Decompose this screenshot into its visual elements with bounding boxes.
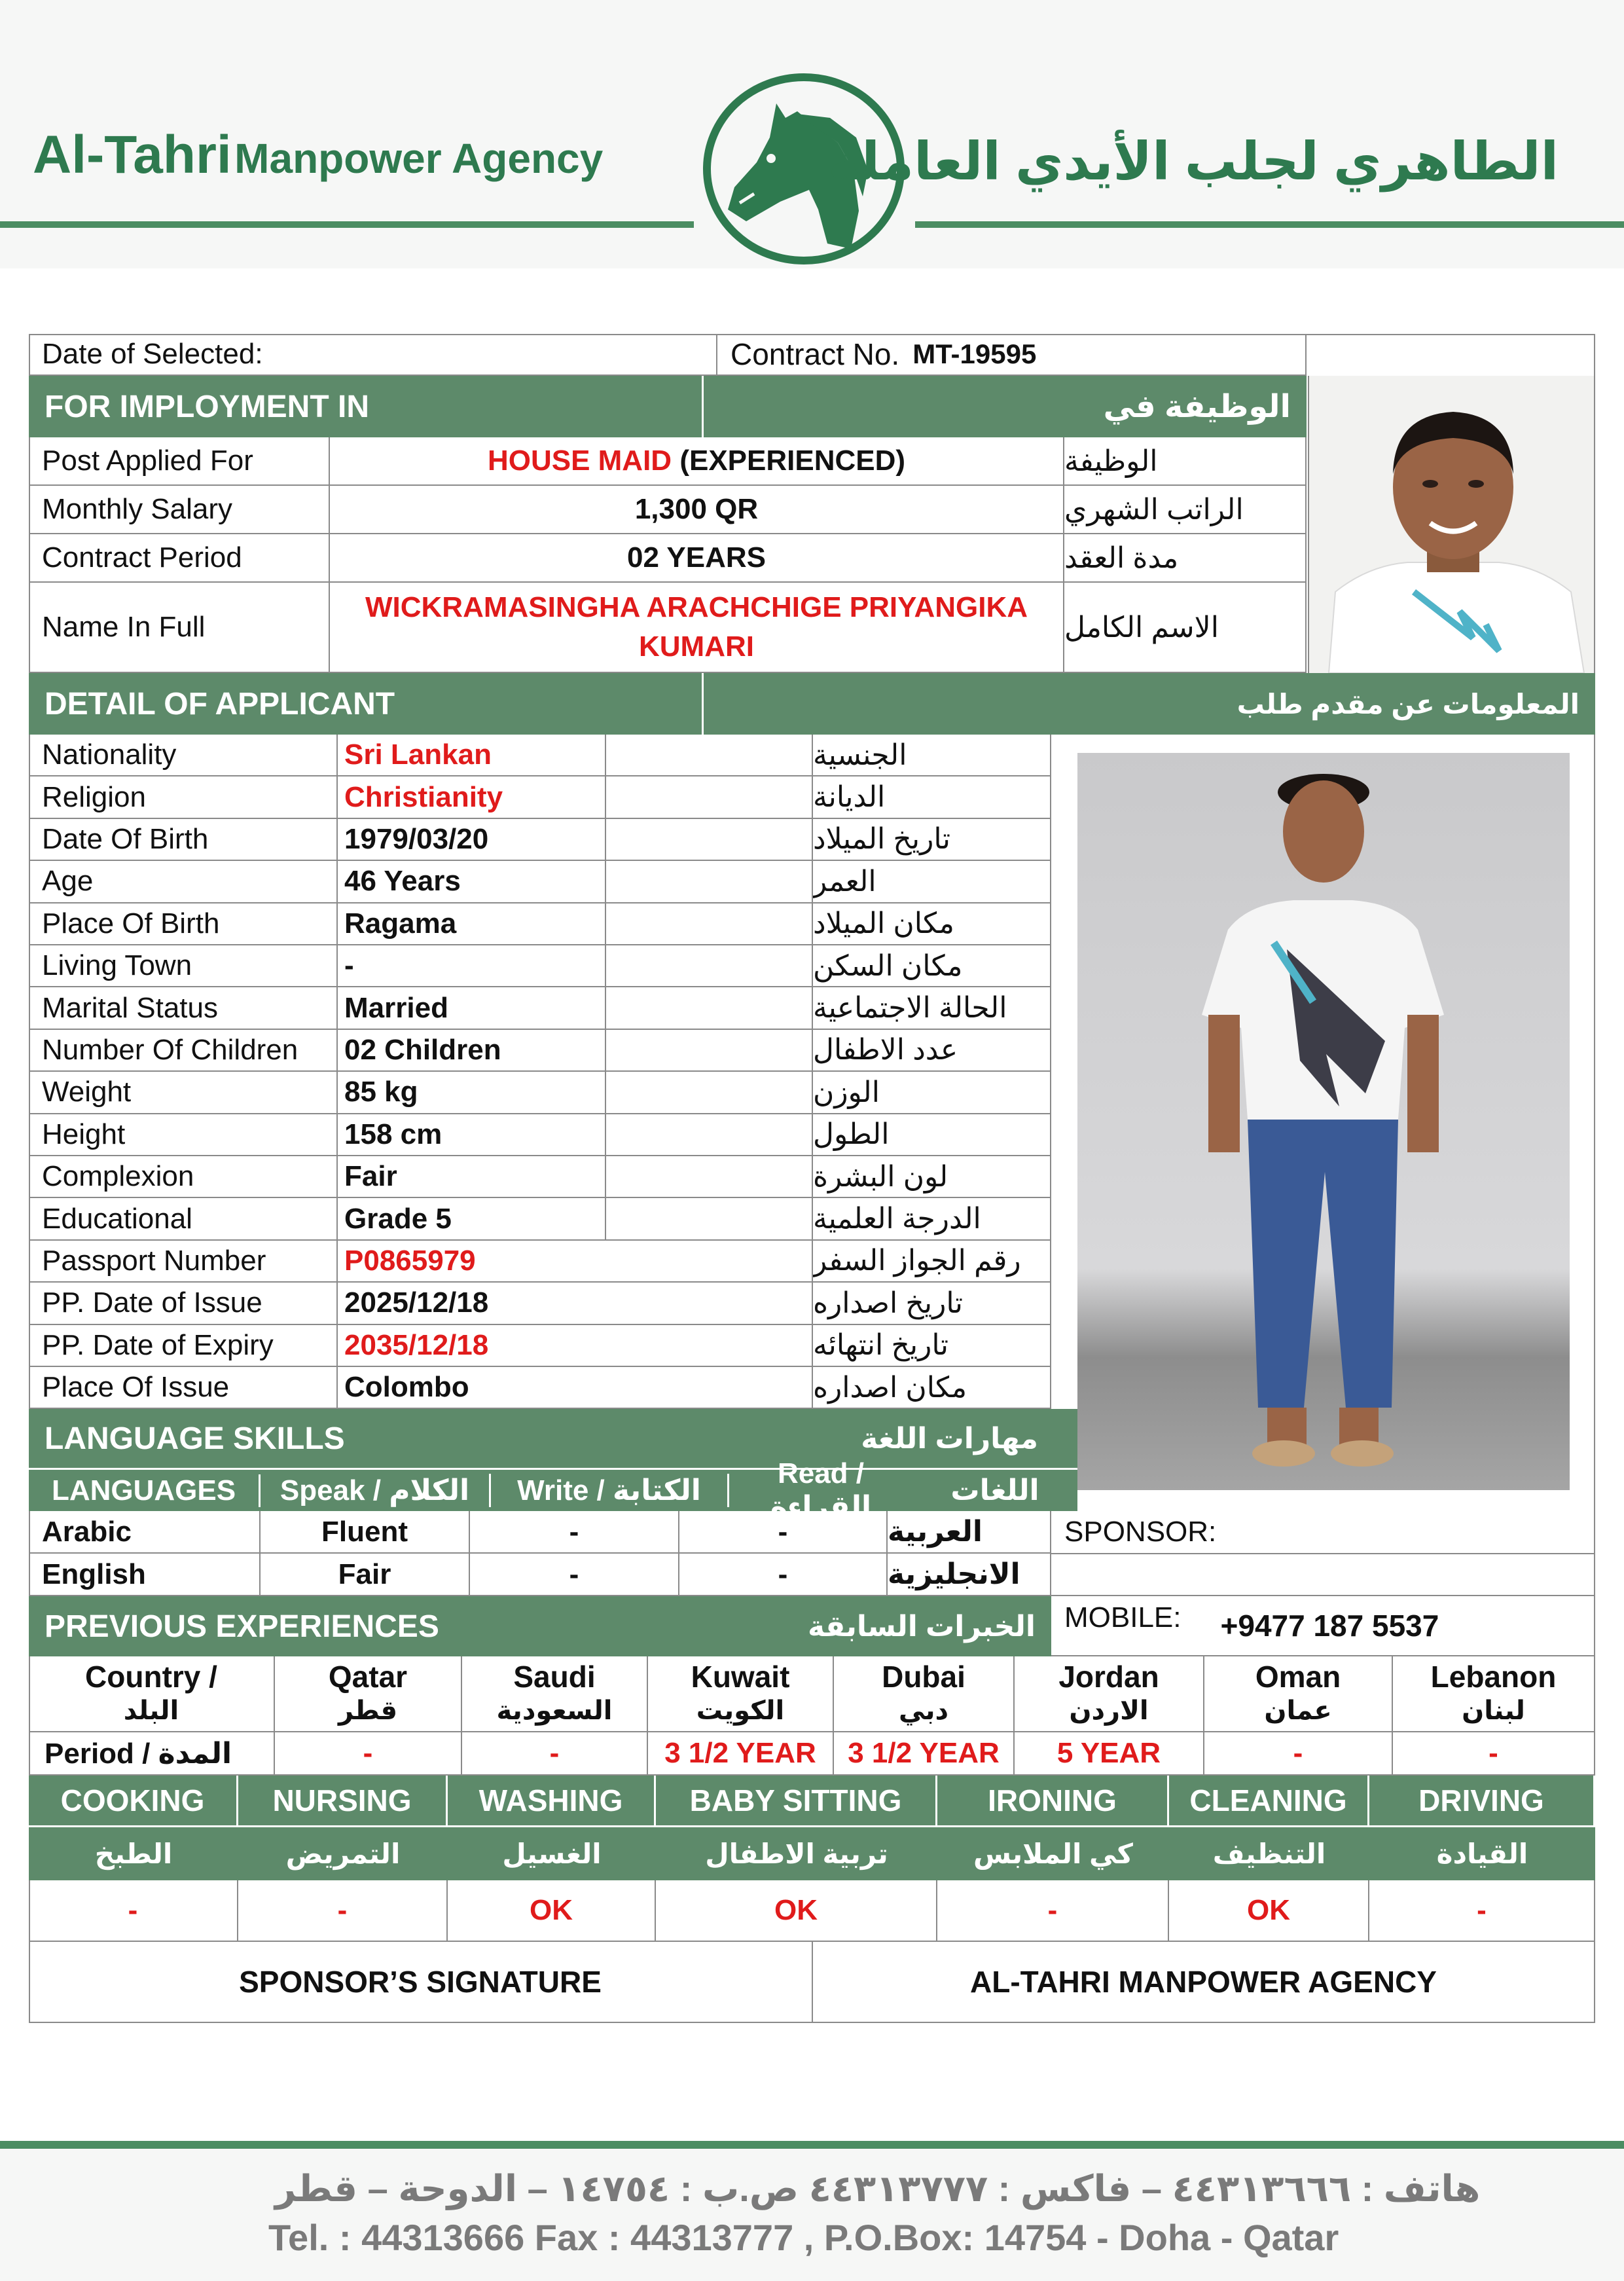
detail-label-age: Age <box>29 861 338 903</box>
footer-contact-arabic: هاتف : ٤٤٣١٣٦٦٦ – فاكس : ٤٤٣١٣٧٧٧ ص.ب : ١٤٧٥٤ – الدوحة – قطر <box>275 2168 1481 2209</box>
experience-country-qatar <box>275 1656 462 1732</box>
sponsor-field <box>1051 1511 1595 1554</box>
applicant-bar-title-en: DETAIL OF APPLICANT <box>45 686 395 721</box>
detail-label-religion: Religion <box>29 776 338 818</box>
skill-value-driving: - <box>1369 1880 1595 1942</box>
experience-country-saudi <box>462 1656 648 1732</box>
post-applied-value-red: HOUSE MAID <box>487 445 672 477</box>
skill-value-washing: OK <box>448 1880 656 1942</box>
language-bar-title-en: LANGUAGE SKILLS <box>45 1421 345 1456</box>
experience-country-dubai <box>834 1656 1015 1732</box>
language-header-arabic: اللغات <box>950 1474 1039 1506</box>
post-applied-value <box>330 437 1064 486</box>
country-name-en: Dubai <box>882 1660 965 1694</box>
detail-label-marital-status: Marital Status <box>29 987 338 1029</box>
employment-bar-title-en: FOR IMPLOYMENT IN <box>45 389 369 424</box>
language-header-row <box>29 1457 1077 1523</box>
experience-period-dubai: 3 1/2 YEAR <box>834 1732 1015 1776</box>
skill-header-ar-baby-sitting: تربية الاطفال <box>656 1825 937 1880</box>
detail-blank-date-of-birth <box>606 819 813 861</box>
post-applied-value-rest: (EXPERIENCED) <box>679 445 906 477</box>
skill-header-baby-sitting: BABY SITTING <box>656 1776 937 1825</box>
contract-period-label-ar: مدة العقد <box>1064 534 1307 583</box>
country-name-en: Saudi <box>513 1660 596 1694</box>
skill-header-ar-driving: القيادة <box>1369 1825 1595 1880</box>
agency-signature-box[interactable] <box>813 1942 1595 2023</box>
full-name-line-2: KUMARI <box>639 630 754 663</box>
country-name-ar: قطر <box>338 1696 398 1725</box>
contract-number-label: Contract No. <box>731 337 900 371</box>
detail-value-educational: Grade 5 <box>338 1198 606 1240</box>
detail-value-height: 158 cm <box>338 1114 606 1156</box>
detail-blank-living-town <box>606 945 813 987</box>
brand-name-english <box>33 124 603 186</box>
post-applied-label-ar: الوظيفة <box>1064 437 1307 486</box>
agency-signature-label: AL-TAHRI MANPOWER AGENCY <box>970 1965 1437 1999</box>
skill-header-nursing: NURSING <box>238 1776 448 1825</box>
experience-bar-title-en: PREVIOUS EXPERIENCES <box>45 1609 439 1644</box>
detail-label-pp-date-of-issue: PP. Date of Issue <box>29 1283 338 1324</box>
country-name-en: Jordan <box>1058 1660 1159 1694</box>
applicant-section-bar <box>29 673 1595 735</box>
detail-value-number-of-children: 02 Children <box>338 1030 606 1072</box>
skill-value-cooking: - <box>29 1880 238 1942</box>
detail-blank-number-of-children <box>606 1030 813 1072</box>
language-arabic-lang: Arabic <box>29 1511 261 1554</box>
language-arabic-speak: Fluent <box>261 1511 470 1554</box>
detail-value-living-town: - <box>338 945 606 987</box>
detail-label-ar-place-of-issue: مكان اصداره <box>813 1367 1051 1409</box>
country-name-ar: الكويت <box>696 1696 785 1725</box>
experience-country-country <box>29 1656 275 1732</box>
detail-value-weight: 85 kg <box>338 1072 606 1114</box>
detail-value-place-of-birth: Ragama <box>338 903 606 945</box>
skill-header-cooking: COOKING <box>29 1776 238 1825</box>
skill-header-ar-cooking: الطبخ <box>29 1825 238 1880</box>
sponsor-signature-label: SPONSOR’S SIGNATURE <box>239 1965 602 1999</box>
experience-country-oman <box>1204 1656 1393 1732</box>
detail-label-place-of-issue: Place Of Issue <box>29 1367 338 1409</box>
skill-header-ar-nursing: التمريض <box>238 1825 448 1880</box>
letterhead-footer <box>0 2141 1624 2281</box>
experience-country-kuwait <box>648 1656 834 1732</box>
experience-period-qatar: - <box>275 1732 462 1776</box>
detail-blank-religion <box>606 776 813 818</box>
detail-label-number-of-children: Number Of Children <box>29 1030 338 1072</box>
skill-header-ironing: IRONING <box>937 1776 1169 1825</box>
brand-name-sub: Manpower Agency <box>234 135 604 182</box>
detail-label-height: Height <box>29 1114 338 1156</box>
detail-value-passport-number: P0865979 <box>338 1241 813 1283</box>
detail-value-nationality: Sri Lankan <box>338 735 606 776</box>
country-name-en: Lebanon <box>1430 1660 1557 1694</box>
skill-header-washing: WASHING <box>448 1776 656 1825</box>
contract-period-label: Contract Period <box>29 534 330 583</box>
footer-contact-english: Tel. : 44313666 Fax : 44313777 , P.O.Box: 14754 - Doha - Qatar <box>268 2217 1339 2258</box>
skill-header-driving: DRIVING <box>1369 1776 1595 1825</box>
language-english-write: - <box>470 1554 679 1596</box>
date-selected-label: Date of Selected: <box>42 338 263 370</box>
header-rule-left <box>0 221 694 228</box>
detail-label-ar-complexion: لون البشرة <box>813 1156 1051 1198</box>
employment-bar-title-ar: الوظيفة في <box>1103 390 1291 424</box>
experience-period-kuwait: 3 1/2 YEAR <box>648 1732 834 1776</box>
detail-blank-height <box>606 1114 813 1156</box>
skill-value-baby-sitting: OK <box>656 1880 937 1942</box>
detail-label-ar-number-of-children: عدد الاطفال <box>813 1030 1051 1072</box>
detail-blank-place-of-birth <box>606 903 813 945</box>
skill-header-ar-ironing: كي الملابس <box>937 1825 1169 1880</box>
experience-section-bar <box>29 1596 1051 1656</box>
detail-label-ar-pp-date-of-expiry: تاريخ انتهائه <box>813 1325 1051 1367</box>
mobile-value: +9477 187 5537 <box>1220 1609 1439 1643</box>
detail-value-complexion: Fair <box>338 1156 606 1198</box>
detail-label-living-town: Living Town <box>29 945 338 987</box>
detail-value-place-of-issue: Colombo <box>338 1367 813 1409</box>
skill-header-ar-cleaning: التنظيف <box>1169 1825 1369 1880</box>
detail-label-ar-nationality: الجنسية <box>813 735 1051 776</box>
mobile-label: MOBILE: <box>1064 1601 1182 1633</box>
language-bar-title-ar: مهارات اللغة <box>861 1422 1038 1455</box>
language-arabic-write: - <box>470 1511 679 1554</box>
experience-period-lebanon: - <box>1393 1732 1595 1776</box>
detail-blank-nationality <box>606 735 813 776</box>
detail-value-pp-date-of-expiry: 2035/12/18 <box>338 1325 813 1367</box>
experience-period-oman: - <box>1204 1732 1393 1776</box>
detail-label-place-of-birth: Place Of Birth <box>29 903 338 945</box>
detail-label-ar-place-of-birth: مكان الميلاد <box>813 903 1051 945</box>
language-english-speak: Fair <box>261 1554 470 1596</box>
employment-section-bar <box>29 376 1307 437</box>
country-name-ar: السعودية <box>496 1696 613 1725</box>
skill-value-nursing: - <box>238 1880 448 1942</box>
language-header-read: Read /القراءة <box>770 1457 872 1523</box>
detail-blank-educational <box>606 1198 813 1240</box>
detail-label-nationality: Nationality <box>29 735 338 776</box>
detail-value-age: 46 Years <box>338 861 606 903</box>
detail-label-ar-religion: الديانة <box>813 776 1051 818</box>
detail-label-educational: Educational <box>29 1198 338 1240</box>
language-english-ar: الانجليزية <box>888 1554 1051 1596</box>
language-section-bar <box>29 1409 1077 1468</box>
detail-label-passport-number: Passport Number <box>29 1241 338 1283</box>
skill-header-ar-washing: الغسيل <box>448 1825 656 1880</box>
experience-bar-title-ar: الخبرات السابقة <box>808 1610 1036 1643</box>
experience-period-country: Period / المدة <box>29 1732 275 1776</box>
sponsor-label: SPONSOR: <box>1064 1516 1217 1548</box>
language-header-write: Write / الكتابة <box>491 1474 729 1507</box>
contract-number-value: MT-19595 <box>912 338 1037 369</box>
mobile-field <box>1051 1596 1595 1656</box>
brand-name-main: Al-Tahri <box>33 125 232 185</box>
detail-blank-age <box>606 861 813 903</box>
detail-label-ar-educational: الدرجة العلمية <box>813 1198 1051 1240</box>
header-rule-right <box>915 221 1624 228</box>
footer-rule <box>0 2141 1624 2149</box>
skill-value-ironing: - <box>937 1880 1169 1942</box>
sponsor-signature-box[interactable] <box>29 1942 813 2023</box>
experience-country-jordan <box>1015 1656 1204 1732</box>
detail-label-ar-marital-status: الحالة الاجتماعية <box>813 987 1051 1029</box>
applicant-bar-title-ar: المعلومات عن مقدم طلب <box>1236 688 1579 720</box>
brand-name-arabic: الطاهري لجلب الأيدي العاملة <box>828 132 1559 191</box>
detail-blank-weight <box>606 1072 813 1114</box>
experience-period-saudi: - <box>462 1732 648 1776</box>
experience-period-jordan: 5 YEAR <box>1015 1732 1204 1776</box>
language-english-read: - <box>679 1554 888 1596</box>
country-name-ar: لبنان <box>1462 1696 1525 1725</box>
full-name-label-ar: الاسم الكامل <box>1064 583 1307 673</box>
detail-label-ar-weight: الوزن <box>813 1072 1051 1114</box>
country-name-ar: دبي <box>898 1696 948 1725</box>
detail-label-ar-living-town: مكان السكن <box>813 945 1051 987</box>
detail-value-marital-status: Married <box>338 987 606 1029</box>
full-name-value <box>330 583 1064 673</box>
country-name-en: Oman <box>1255 1660 1341 1694</box>
detail-label-ar-passport-number: رقم الجواز السفر <box>813 1241 1051 1283</box>
monthly-salary-label-ar: الراتب الشهري <box>1064 486 1307 534</box>
post-applied-label: Post Applied For <box>29 437 330 486</box>
detail-label-ar-age: العمر <box>813 861 1051 903</box>
country-name-en: Country / <box>85 1660 217 1694</box>
applicant-full-body-photo <box>1077 753 1570 1490</box>
detail-label-ar-height: الطول <box>813 1114 1051 1156</box>
language-english-lang: English <box>29 1554 261 1596</box>
sponsor-blank-row <box>1051 1554 1595 1596</box>
date-selected-field <box>29 334 717 376</box>
experience-country-lebanon <box>1393 1656 1595 1732</box>
detail-value-pp-date-of-issue: 2025/12/18 <box>338 1283 813 1324</box>
skill-header-cleaning: CLEANING <box>1169 1776 1369 1825</box>
country-name-en: Kuwait <box>691 1660 790 1694</box>
applicant-portrait-photo <box>1308 376 1594 673</box>
country-name-ar: عمان <box>1264 1696 1332 1725</box>
language-header-speak: Speak / الكلام <box>261 1474 491 1507</box>
detail-label-ar-pp-date-of-issue: تاريخ اصداره <box>813 1283 1051 1324</box>
skill-value-cleaning: OK <box>1169 1880 1369 1942</box>
contract-number-field <box>717 334 1307 376</box>
country-name-ar: الاردن <box>1069 1696 1149 1725</box>
detail-label-ar-date-of-birth: تاريخ الميلاد <box>813 819 1051 861</box>
full-name-label: Name In Full <box>29 583 330 673</box>
language-header-languages: LANGUAGES <box>29 1474 261 1507</box>
detail-blank-complexion <box>606 1156 813 1198</box>
language-arabic-read: - <box>679 1511 888 1554</box>
monthly-salary-value: 1,300 QR <box>330 486 1064 534</box>
detail-label-weight: Weight <box>29 1072 338 1114</box>
detail-label-date-of-birth: Date Of Birth <box>29 819 338 861</box>
language-arabic-ar: العربية <box>888 1511 1051 1554</box>
contract-period-value: 02 YEARS <box>330 534 1064 583</box>
monthly-salary-label: Monthly Salary <box>29 486 330 534</box>
detail-label-pp-date-of-expiry: PP. Date of Expiry <box>29 1325 338 1367</box>
country-name-en: Qatar <box>328 1660 408 1694</box>
letterhead-header <box>0 0 1624 268</box>
detail-blank-marital-status <box>606 987 813 1029</box>
detail-label-complexion: Complexion <box>29 1156 338 1198</box>
detail-value-date-of-birth: 1979/03/20 <box>338 819 606 861</box>
full-name-line-1: WICKRAMASINGHA ARACHCHIGE PRIYANGIKA <box>365 591 1028 623</box>
detail-value-religion: Christianity <box>338 776 606 818</box>
country-name-ar: البلد <box>123 1696 179 1725</box>
